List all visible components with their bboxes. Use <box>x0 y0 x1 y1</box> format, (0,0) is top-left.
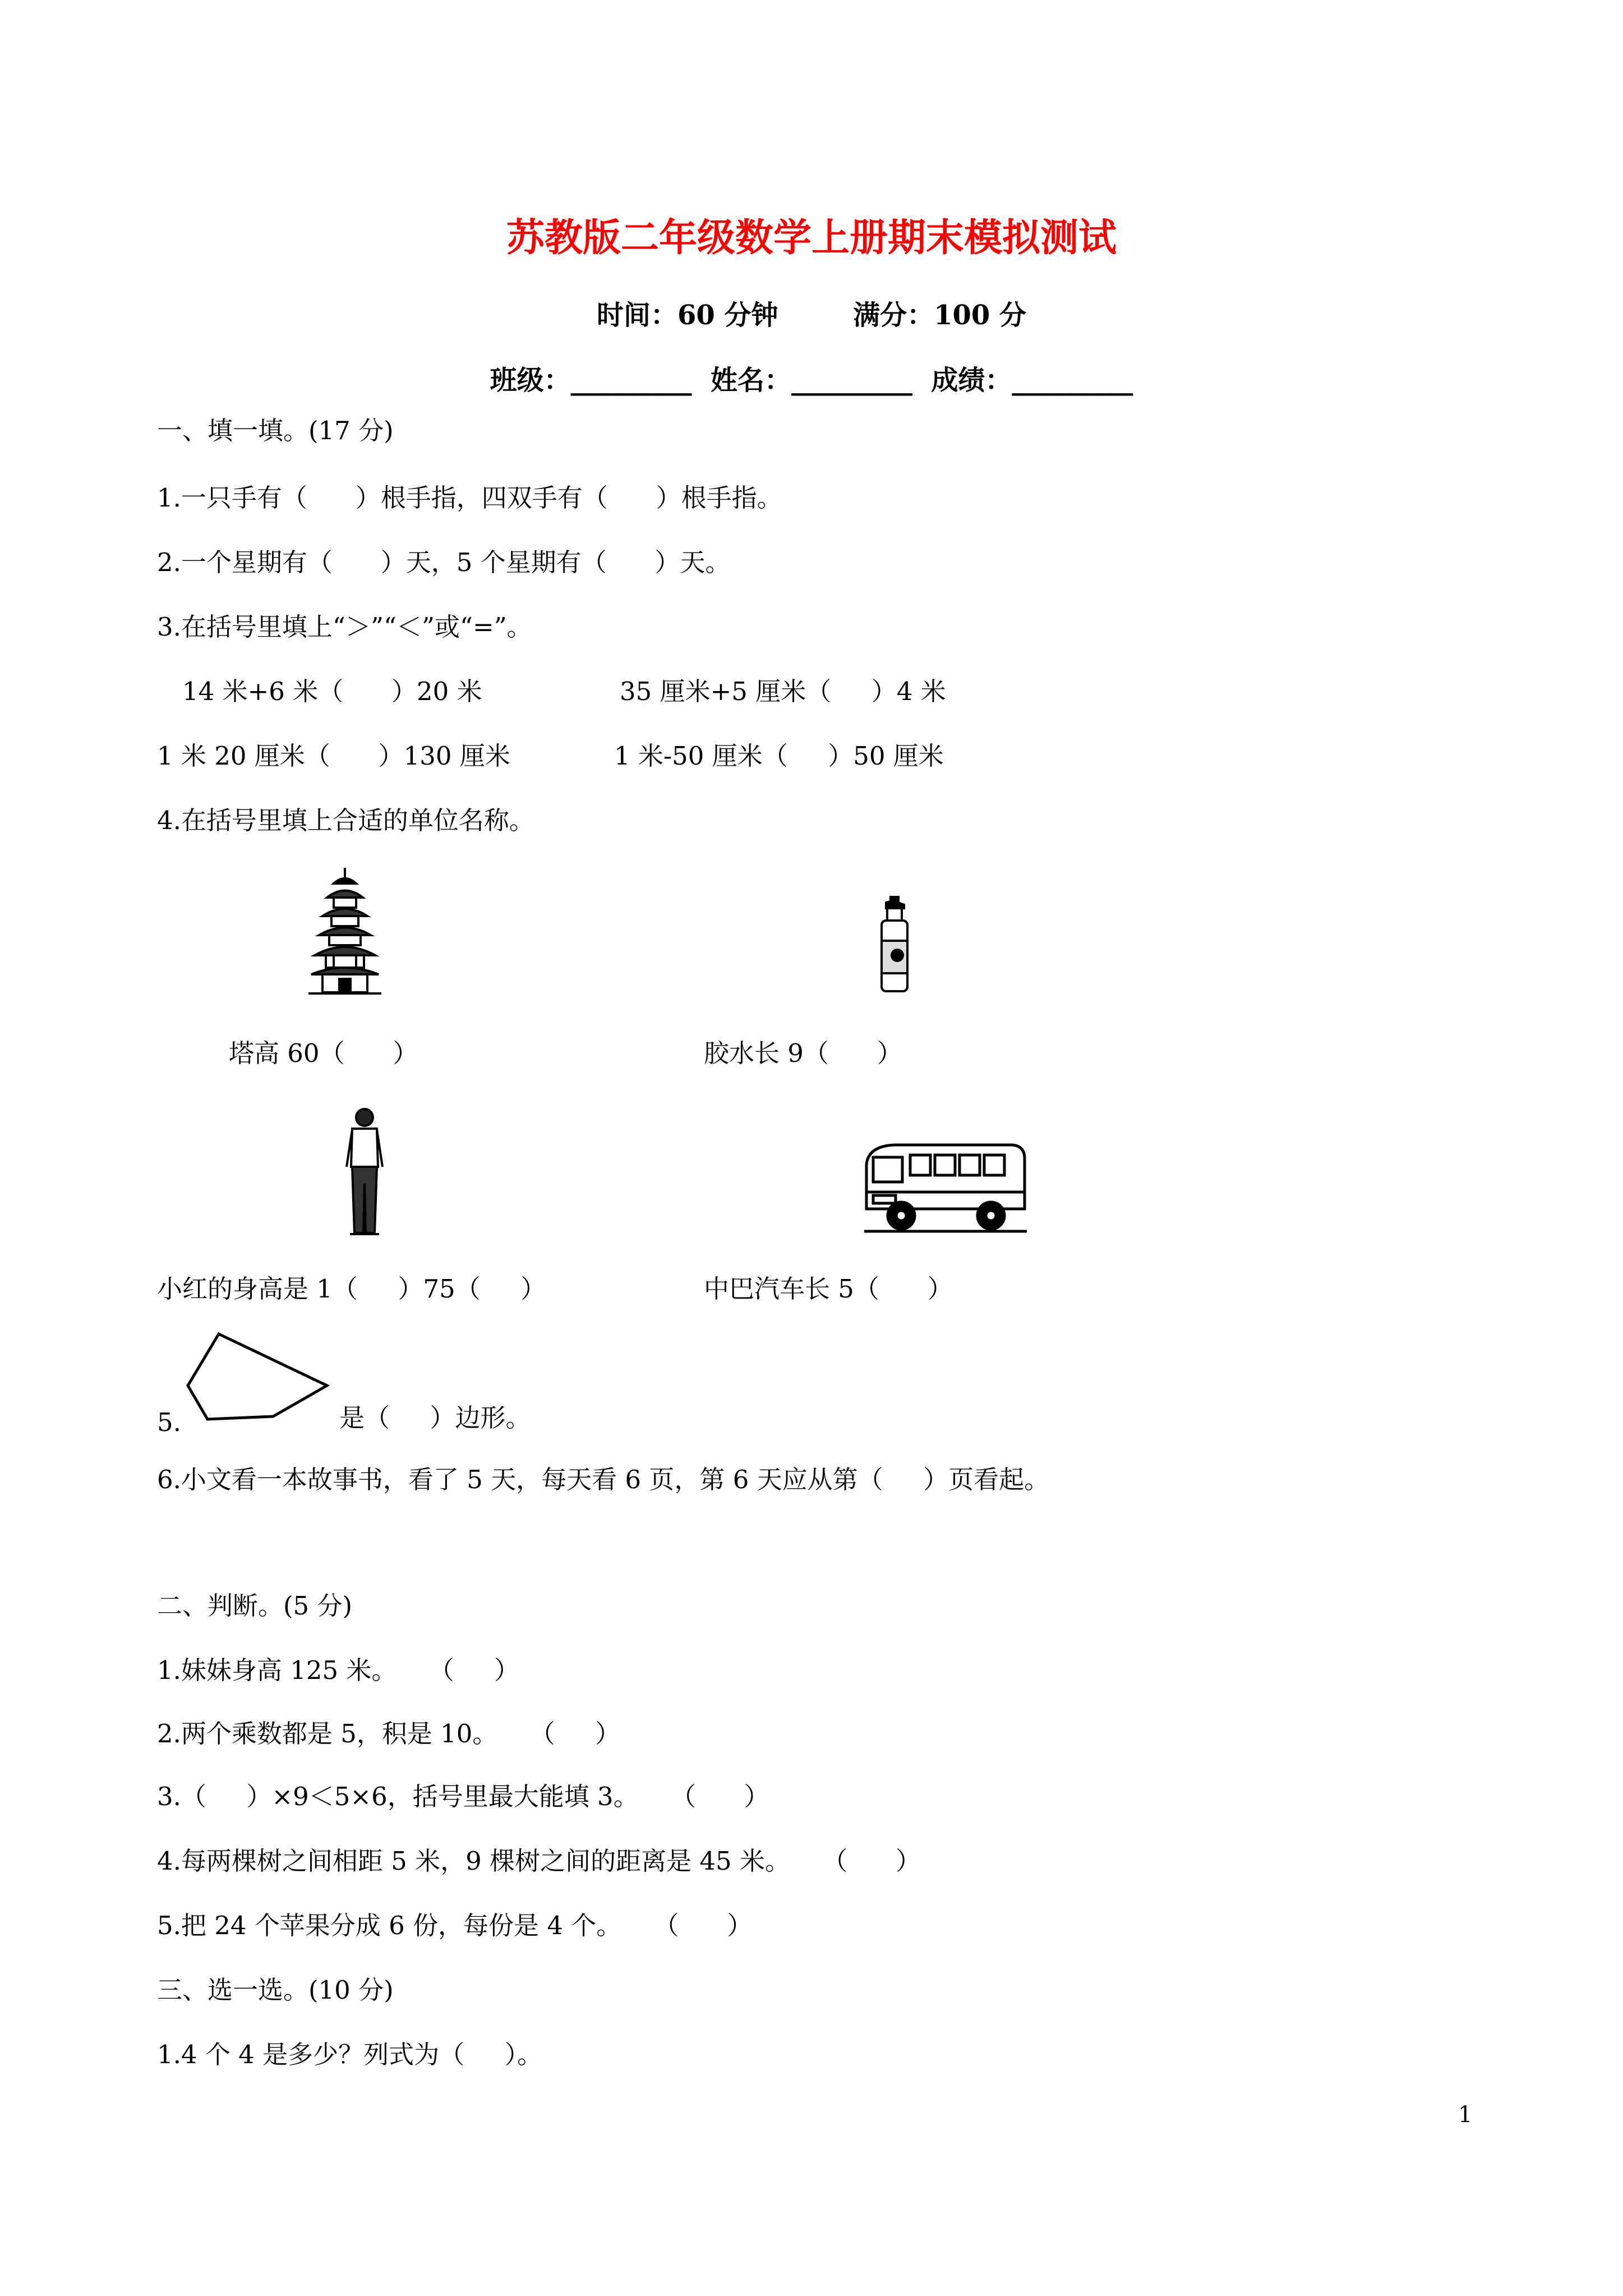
page-number: 1 <box>1458 2102 1473 2128</box>
s1-question-5-number: 5. <box>157 1407 181 1437</box>
person-image <box>342 1105 387 1237</box>
s1-q4-minibus: 中巴汽车长 5（ ） <box>704 1274 953 1304</box>
s1-question-3: 3.在括号里填上“＞”“＜”或“=”。 <box>157 612 532 642</box>
s2-question-5: 5.把 24 个苹果分成 6 份，每份是 4 个。 （ ） <box>157 1911 753 1940</box>
section-1-heading: 一、填一填。(17 分) <box>157 416 394 445</box>
student-info-line: 班级：_________ 姓名：_________ 成绩：_________ <box>490 365 1133 396</box>
s1-q3-item-a: 14 米+6 米（ ）20 米 <box>182 677 482 706</box>
page-title: 苏教版二年级数学上册期末模拟测试 <box>506 215 1117 260</box>
s1-q3-item-b: 35 厘米+5 厘米（ ）4 米 <box>620 677 946 706</box>
s1-q4-glue: 胶水长 9（ ） <box>704 1038 902 1068</box>
s1-q4-pagoda: 塔高 60（ ） <box>229 1038 418 1068</box>
s2-question-3: 3.（ ）×9＜5×6，括号里最大能填 3。 （ ） <box>157 1782 769 1811</box>
s1-q3-item-d: 1 米-50 厘米（ ）50 厘米 <box>614 741 944 771</box>
minibus-image <box>861 1142 1029 1240</box>
s1-q4-height: 小红的身高是 1（ ）75（ ） <box>157 1274 546 1304</box>
s1-q3-item-c: 1 米 20 厘米（ ）130 厘米 <box>157 741 510 771</box>
pentagon-shape <box>182 1329 334 1425</box>
s1-question-1: 1.一只手有（ ）根手指，四双手有（ ）根手指。 <box>157 483 782 513</box>
s1-question-2: 2.一个星期有（ ）天，5 个星期有（ ）天。 <box>157 547 731 577</box>
s2-question-4: 4.每两棵树之间相距 5 米，9 棵树之间的距离是 45 米。 （ ） <box>157 1846 921 1876</box>
section-3-heading: 三、选一选。(10 分) <box>157 1975 394 2005</box>
pagoda-image <box>306 867 384 996</box>
s2-question-2: 2.两个乘数都是 5，积是 10。 （ ） <box>157 1719 621 1749</box>
s1-question-6: 6.小文看一本故事书，看了 5 天，每天看 6 页，第 6 天应从第（ ）页看起。 <box>157 1465 1050 1494</box>
s1-question-5: 是（ ）边形。 <box>339 1403 531 1433</box>
time-score-line: 时间：60 分钟 满分：100 分 <box>596 300 1027 331</box>
glue-bottle-image <box>875 895 914 996</box>
section-2-heading: 二、判断。(5 分) <box>157 1591 353 1621</box>
s1-question-4: 4.在括号里填上合适的单位名称。 <box>157 806 534 835</box>
s2-question-1: 1.妹妹身高 125 米。 （ ） <box>157 1655 520 1685</box>
s3-question-1: 1.4 个 4 是多少？列式为（ ）。 <box>157 2040 543 2069</box>
